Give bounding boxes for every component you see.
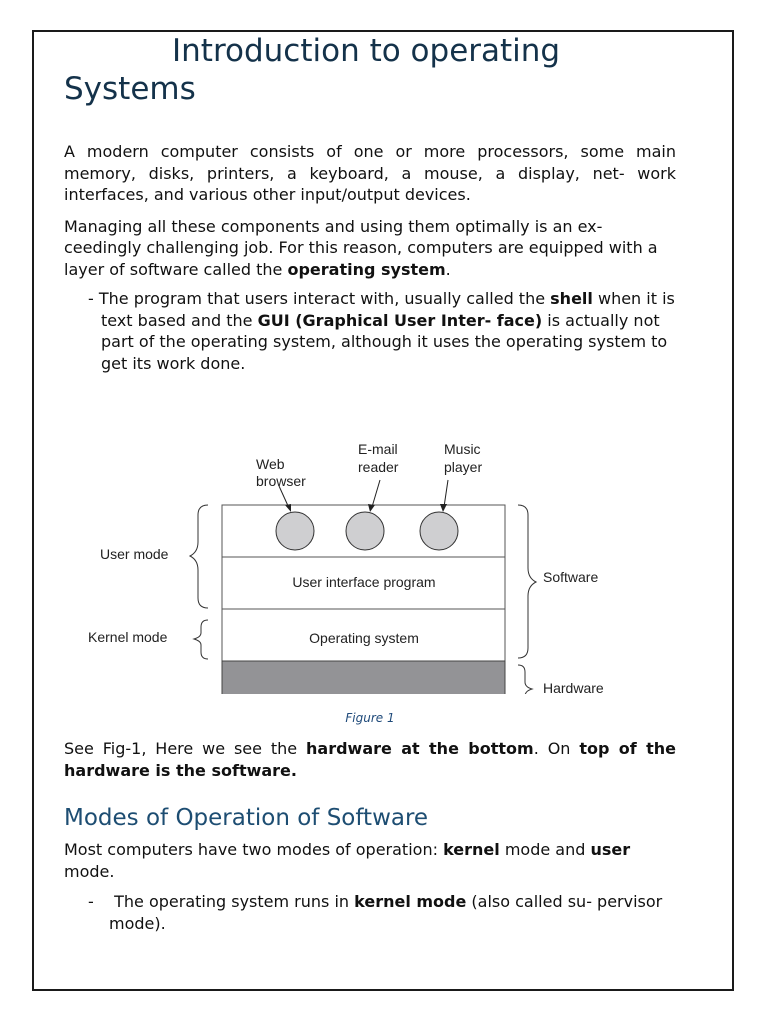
software-brace xyxy=(518,505,536,658)
bullet-dash: - xyxy=(88,892,94,911)
web-browser-circle xyxy=(276,512,314,550)
bullet-text: when it is text based and the xyxy=(101,289,675,330)
os-paragraph-text: Managing all these components and using them optimally is an ex- ceedingly challenging job. For this reason, computers are equipped with a layer of software called the xyxy=(64,216,658,279)
bullet-text: is actually not part of the operating system, although it uses the operating system to get its work done. xyxy=(101,310,668,373)
document-body xyxy=(64,32,676,933)
user-mode-brace xyxy=(190,505,208,608)
intro-paragraph: A modern computer consists of one or more processors, some main memory, disks, printers, a keyboard, a mouse, a display, net- work interfaces, and various other input/output devices. xyxy=(64,142,676,204)
os-layers-diagram xyxy=(84,404,644,694)
app-label-line1: Web xyxy=(256,456,285,472)
software-top-term: top of the hardware is the software. xyxy=(64,739,676,780)
kernel-mode-bullet xyxy=(64,891,676,934)
section-heading: Modes of Operation of Software xyxy=(64,805,429,831)
os-layer-label: Operating system xyxy=(309,630,419,646)
paragraph-text: mode and xyxy=(499,840,591,859)
shell-term: shell xyxy=(550,289,593,308)
kernel-mode-label: Kernel mode xyxy=(88,629,168,645)
os-paragraph-end: . xyxy=(445,259,451,279)
kernel-term: kernel xyxy=(443,840,500,859)
app-label-line1: E-mail xyxy=(358,441,398,457)
software-label: Software xyxy=(543,569,599,585)
music-player-arrow xyxy=(444,480,448,507)
bullet-text: The operating system runs in xyxy=(114,892,355,911)
paragraph-text: mode. xyxy=(64,861,115,881)
os-layers-figure xyxy=(84,404,644,694)
app-label-line2: reader xyxy=(358,459,399,475)
kernel-mode-brace xyxy=(194,620,208,659)
hardware-label: Hardware xyxy=(543,680,604,694)
email-reader-arrow xyxy=(372,480,380,507)
os-term: operating system xyxy=(287,259,446,279)
paragraph-text: . On xyxy=(533,739,580,758)
kernel-mode-term: kernel mode xyxy=(354,892,467,911)
app-label-line2: browser xyxy=(256,473,306,489)
email-reader-circle xyxy=(346,512,384,550)
os-paragraph xyxy=(64,216,676,281)
bullet-text: The program that users interact with, usually called the xyxy=(98,289,551,308)
figure-caption: Figure 1 xyxy=(345,711,395,725)
page-title xyxy=(64,32,676,108)
user-term: user xyxy=(590,840,631,859)
after-figure-section xyxy=(64,738,676,950)
modes-paragraph xyxy=(64,839,676,882)
app-label-line1: Music xyxy=(444,441,481,457)
bullet-dash: - xyxy=(88,289,94,308)
gui-term: GUI (Graphical User Inter- face) xyxy=(257,310,543,330)
bullet-text: (also called su- pervisor mode). xyxy=(109,892,663,933)
paragraph-text: Most computers have two modes of operation: xyxy=(64,840,444,859)
hardware-layer-box xyxy=(222,661,505,694)
paragraph-text: See Fig-1, Here we see the xyxy=(64,739,306,758)
title-line-1: Introduction to operating xyxy=(172,33,561,69)
hardware-brace xyxy=(518,665,532,694)
hardware-bottom-term: hardware at the bottom xyxy=(306,739,534,758)
music-player-circle xyxy=(420,512,458,550)
title-line-2: Systems xyxy=(64,71,196,107)
app-label-line2: player xyxy=(444,459,483,475)
fig-explanation-paragraph xyxy=(64,738,676,781)
shell-bullet xyxy=(64,288,676,374)
ui-program-label: User interface program xyxy=(292,574,436,590)
user-mode-label: User mode xyxy=(100,546,169,562)
